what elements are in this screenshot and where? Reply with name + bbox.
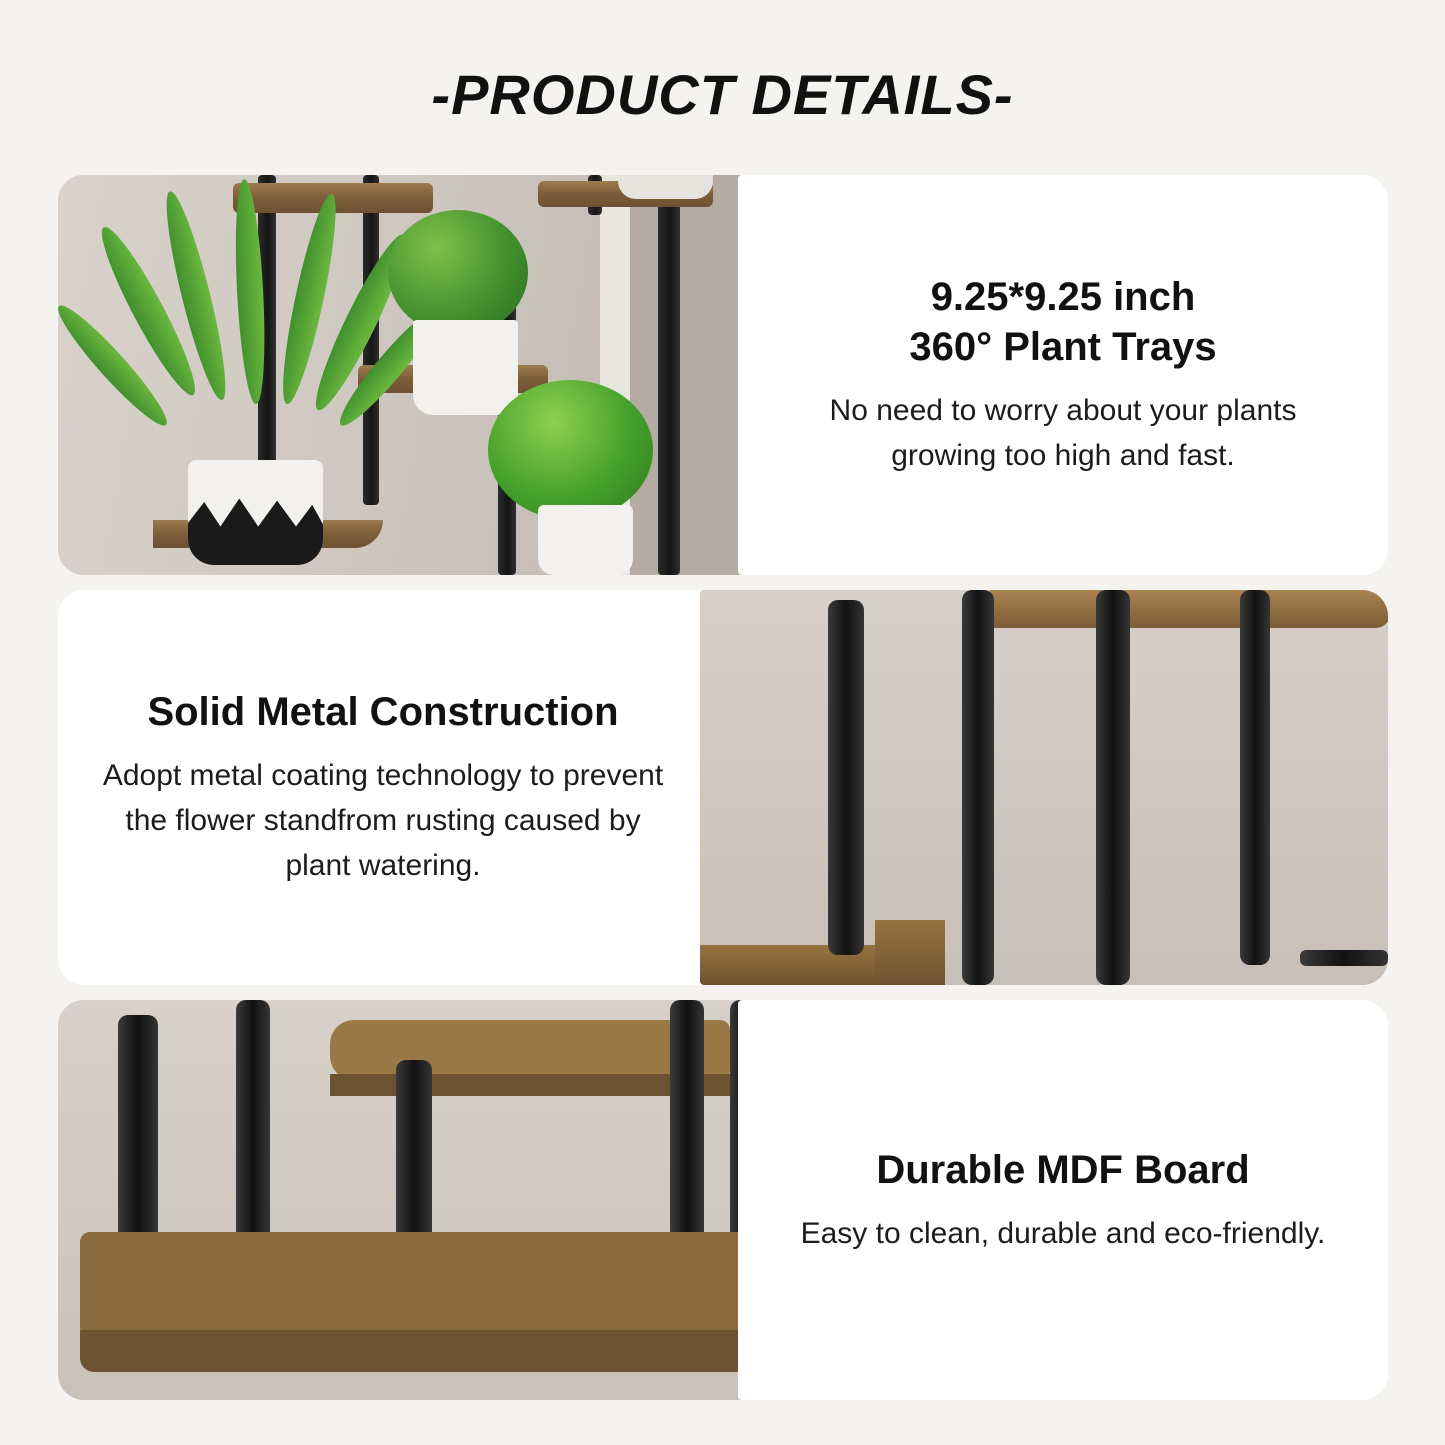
callout-arrow-icon bbox=[738, 1170, 740, 1230]
plant-trays-headline-line2: 360° Plant Trays bbox=[909, 325, 1217, 369]
plant-trays-photo bbox=[58, 175, 748, 575]
metal-construction-callout bbox=[58, 590, 708, 985]
plant-trays-headline-line1: 9.25*9.25 inch bbox=[930, 275, 1196, 319]
photo1-post-d bbox=[658, 185, 680, 575]
photo3-bottom-board bbox=[80, 1232, 748, 1337]
photo1-bowl bbox=[618, 175, 713, 199]
photo1-pot-medium bbox=[413, 320, 518, 415]
page-title: -PRODUCT DETAILS- bbox=[431, 63, 1014, 126]
photo2-leg-1 bbox=[828, 600, 864, 955]
photo2-bottom-shelf-edge bbox=[875, 920, 945, 985]
photo2-leg-3 bbox=[1096, 590, 1130, 985]
mdf-board-body: Easy to clean, durable and eco-friendly. bbox=[800, 1216, 1326, 1250]
mdf-board-callout bbox=[738, 1000, 1388, 1400]
mdf-board-photo bbox=[58, 1000, 748, 1400]
metal-construction-headline: Solid Metal Construction bbox=[147, 690, 619, 734]
photo3-leg-4 bbox=[670, 1000, 704, 1250]
mdf-board-headline: Durable MDF Board bbox=[876, 1147, 1250, 1192]
plant-trays-headline bbox=[909, 272, 1216, 372]
photo2-leg-4 bbox=[1240, 590, 1270, 965]
photo2-cross-bar bbox=[1300, 950, 1388, 966]
photo1-wall-side bbox=[628, 175, 748, 575]
photo1-pot-small bbox=[538, 505, 633, 575]
photo1-boxwood-ball bbox=[388, 210, 528, 335]
photo2-leg-2 bbox=[962, 590, 994, 985]
plant-trays-callout bbox=[738, 175, 1388, 575]
metal-construction-body: Adopt metal coating technology to prevent the flower standfrom rusting caused by plant watering. bbox=[102, 759, 664, 882]
photo2-top-shelf bbox=[990, 590, 1388, 628]
metal-construction-photo bbox=[700, 590, 1388, 985]
photo3-leg-2 bbox=[236, 1000, 270, 1255]
photo1-flowering-plant bbox=[488, 380, 653, 520]
photo3-bottom-board-edge bbox=[80, 1330, 748, 1372]
callout-arrow-icon bbox=[738, 345, 740, 405]
plant-trays-body: No need to worry about your plants growing too high and fast. bbox=[829, 394, 1297, 472]
photo2-wall bbox=[700, 590, 1388, 985]
